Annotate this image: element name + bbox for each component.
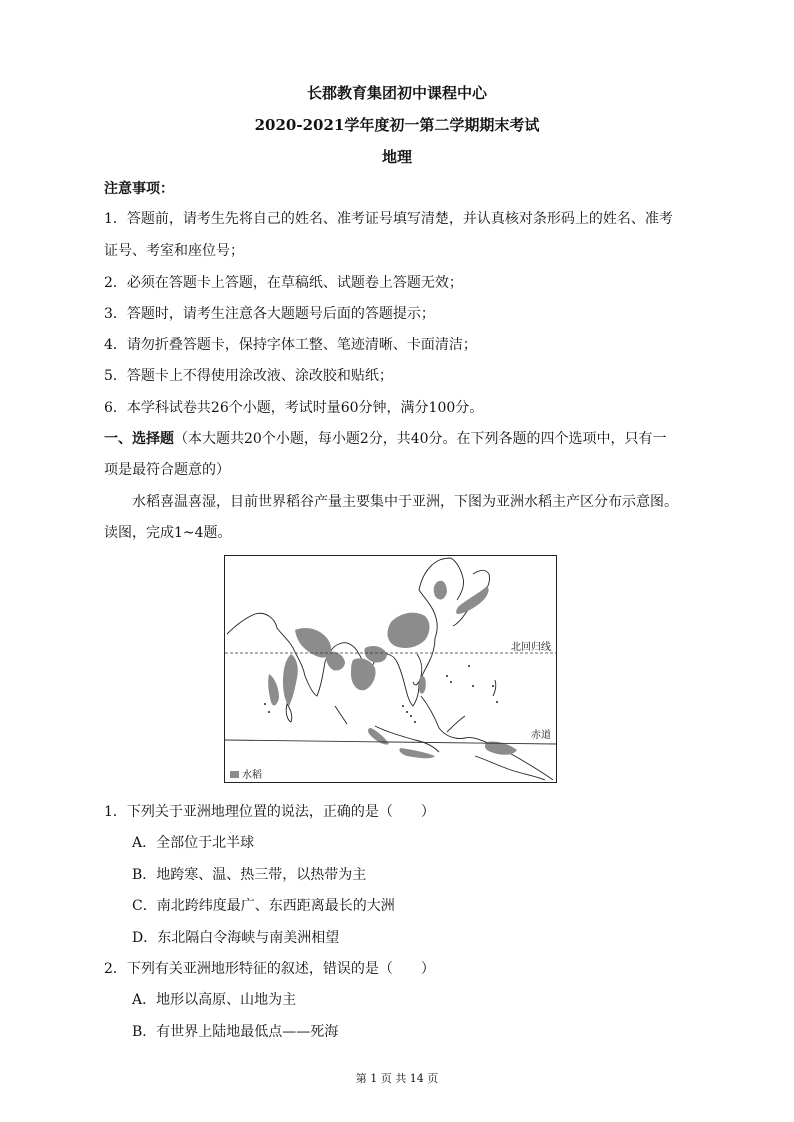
exam-title: 2020-2021学年度初一第二学期期末考试 <box>254 116 540 134</box>
notice-item-2: 2．必须在答题卡上答题，在草稿纸、试题卷上答题无效； <box>104 275 463 291</box>
rice-region-bangladesh <box>326 651 345 670</box>
question-1-option-d: D．东北隔白令海峡与南美洲相望 <box>132 930 340 946</box>
question-1-stem: 1．下列关于亚洲地理位置的说法，正确的是（ ） <box>104 804 435 820</box>
rice-region-china-south <box>364 646 387 663</box>
question-2-stem: 2．下列有关亚洲地形特征的叙述，错误的是（ ） <box>104 961 435 977</box>
section-1-description: （本大题共20个小题，每小题2分，共40分。在下列各题的四个选项中，只有一 <box>174 431 667 447</box>
rice-region-japan <box>456 586 488 614</box>
notice-item-1-line-2: 证号、考室和座位号； <box>104 243 244 259</box>
notice-item-5: 5．答题卡上不得使用涂改液、涂改胶和贴纸； <box>104 368 393 384</box>
question-1-option-b: B．地跨寒、温、热三带，以热带为主 <box>132 867 367 883</box>
legend-swatch <box>230 771 239 778</box>
passage-line-2: 读图，完成1~4题。 <box>104 525 232 541</box>
rice-regions <box>268 581 517 759</box>
rice-region-korea <box>434 581 447 600</box>
rice-region-philippines <box>419 676 426 694</box>
page-footer: 第 1 页 共 14 页 <box>355 1072 439 1085</box>
map-svg <box>225 556 556 782</box>
rice-region-java <box>399 748 435 758</box>
equator-label: 赤道 <box>531 730 551 741</box>
rice-region-indochina <box>351 658 376 690</box>
notice-item-4: 4．请勿折叠答题卡，保持字体工整、笔迹清晰、卡面清洁； <box>104 337 477 353</box>
question-2-option-b: B．有世界上陆地最低点——死海 <box>132 1024 339 1040</box>
section-1-description-line-2: 项是最符合题意的） <box>104 462 230 478</box>
section-1-intro <box>104 428 667 448</box>
passage-line-1: 水稻喜温喜湿，目前世界稻谷产量主要集中于亚洲，下图为亚洲水稻主产区分布示意图。 <box>132 494 678 510</box>
notice-item-1-line-1: 1．答题前，请考生先将自己的姓名、准考证号填写清楚，并认真核对条形码上的姓名、准考 <box>104 211 673 227</box>
rice-region-china-east <box>388 613 430 648</box>
tropic-of-cancer-label: 北回归线 <box>511 642 551 653</box>
subject-title: 地理 <box>381 148 412 166</box>
question-2-option-a: A．地形以高原、山地为主 <box>132 992 297 1008</box>
question-1-option-a: A．全部位于北半球 <box>132 835 255 851</box>
section-1-heading: 一、选择题 <box>104 431 174 447</box>
question-1-option-c: C．南北跨纬度最广、东西距离最长的大洲 <box>132 898 395 914</box>
equator-line <box>225 740 556 744</box>
legend-label: 水稻 <box>242 770 262 781</box>
notice-item-3: 3．答题时，请考生注意各大题题号后面的答题提示； <box>104 306 435 322</box>
school-title: 长郡教育集团初中课程中心 <box>306 84 487 102</box>
notice-heading: 注意事项： <box>104 181 174 197</box>
island-dots <box>264 665 498 723</box>
notice-item-6: 6．本学科试卷共26个小题，考试时量60分钟，满分100分。 <box>104 400 484 416</box>
rice-region-india-east <box>283 654 298 706</box>
rice-region-india-south <box>268 674 279 705</box>
asia-rice-map <box>224 555 557 783</box>
